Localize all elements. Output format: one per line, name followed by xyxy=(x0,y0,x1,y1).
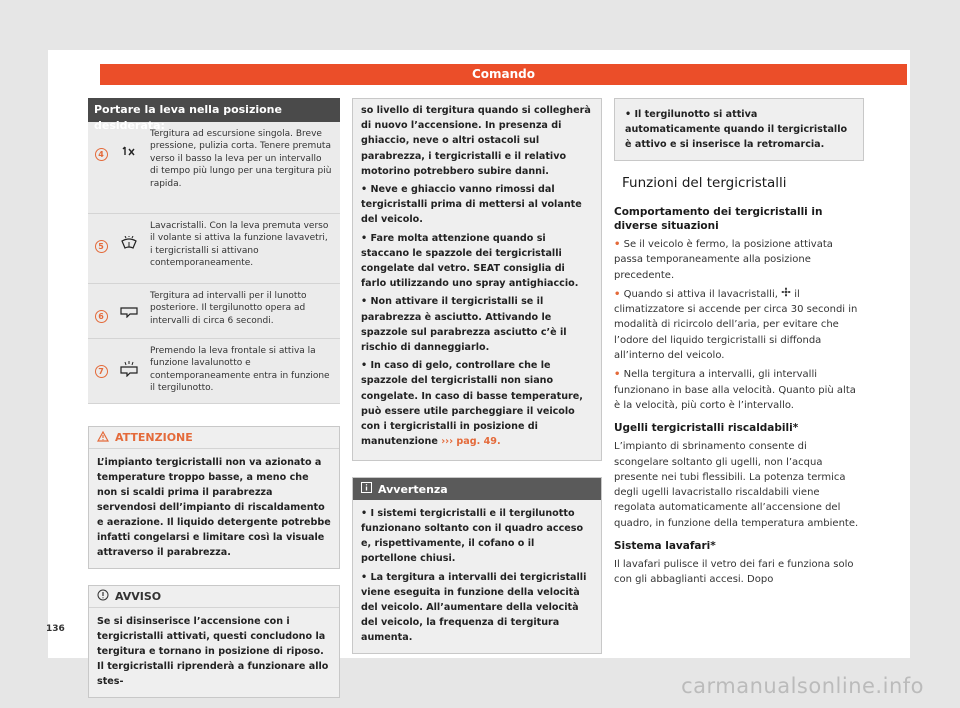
info-square-icon xyxy=(361,482,372,496)
bullet-item: • Fare molta attenzione quando si staccano le spazzole dei tergicristalli congelate dal vetro. SEAT consiglia di farlo utilizzando uno spray antighiaccio. xyxy=(361,232,579,290)
section-header: Comando xyxy=(100,64,907,85)
section-title: Funzioni del tergicristalli xyxy=(622,175,787,191)
callout-number: 7 xyxy=(95,365,108,378)
notice-box xyxy=(88,585,340,698)
tip-box xyxy=(352,477,602,654)
row-description: Tergitura ad intervalli per il lunotto posteriore. Il tergilunotto opera ad intervalli di circa 6 secondi. xyxy=(150,291,307,326)
table-row xyxy=(88,122,340,214)
notice-text: Se si disinserisce l’accensione con i tergicristalli attivati, questi concludono la tergitura e tornano in posizione di riposo. Il tergicristalli riprenderà a funzionare allo stes- xyxy=(97,616,329,687)
bullet-item: • I sistemi tergicristalli e il tergilunotto funzionano soltanto con il quadro acceso e, rispettivamente, il cofano o il portellone chiusi. xyxy=(361,508,584,565)
rear-wiper-icon xyxy=(114,284,144,338)
warning-box xyxy=(88,426,340,569)
subsection-heading: Sistema lavafari* xyxy=(614,540,716,553)
warning-title: ATTENZIONE xyxy=(115,431,193,444)
bullet-item: • Se il veicolo è fermo, la posizione attivata passa temporaneamente alla posizione precedente. xyxy=(614,239,833,281)
tip-continuation-box: • Il tergilunotto si attiva automaticamente quando il tergicristallo è attivo e si inserisce la retromarcia. xyxy=(614,98,864,161)
table-row xyxy=(88,339,340,404)
column-left xyxy=(88,98,340,698)
paragraph: L’impianto di sbrinamento consente di scongelare soltanto gli ugelli, non l’acqua presente nei tubi flessibili. La potenza termica degli ugelli lavacristallo riscaldabili viene regolata automaticamente all’accensione del quadro, in funzione della temperatura ambiente. xyxy=(614,441,859,529)
info-circle-icon xyxy=(97,589,109,604)
paragraph: Il lavafari pulisce il vetro dei fari e funziona solo con gli abbaglianti accesi. Dopo xyxy=(614,559,854,586)
subsection-heading: Comportamento dei tergicristalli in diverse situazioni xyxy=(614,206,823,232)
row-description: Lavacristalli. Con la leva premuta verso il volante si attiva la funzione lavavetri, i tergicristalli si attivano contemporaneamente. xyxy=(150,221,329,269)
warning-icon xyxy=(97,431,109,445)
subsection-heading: Ugelli tergicristalli riscaldabili* xyxy=(614,422,799,435)
notice-title: AVVISO xyxy=(115,590,162,603)
bullet-item: • Non attivare il tergicristalli se il parabrezza è asciutto. Attivando le spazzole sul parabrezza asciutto c’è il rischio di danneggiarlo. xyxy=(361,296,567,354)
column-right xyxy=(614,98,864,592)
callout-number: 4 xyxy=(95,148,108,161)
bullet-item: • Nella tergitura a intervalli, gli intervalli funzionano in base alla velocità. Quanto più alta è la velocità, più corto è l’intervallo. xyxy=(614,369,856,411)
row-description: Tergitura ad escursione singola. Breve pressione, pulizia corta. Tenere premuta verso il basso la leva per un intervallo di tempo più lungo per una tergitura più rapida. xyxy=(150,129,332,189)
warning-text: L’impianto tergicristalli non va azionato a temperature troppo basse, a meno che non si scaldi prima il parabrezza servendosi dell’impianto di riscaldamento e aerazione. Il liquido detergente potrebbe infatti congelarsi e limitare così la visuale attraverso il parabrezza. xyxy=(97,457,331,558)
bullet-item: • La tergitura a intervalli dei tergicristalli viene eseguita in funzione della velocità del veicolo. All’aumentare della velocità del veicolo, la frequenza di tergitura aumenta. xyxy=(361,572,587,644)
page-reference-link[interactable]: ››› pag. 49. xyxy=(441,436,501,448)
windscreen-washer-icon xyxy=(114,214,144,283)
page-number: 136 xyxy=(46,624,65,634)
watermark: carmanualsonline.info xyxy=(681,674,924,698)
tip-continuation-text: Il tergilunotto si attiva automaticamente quando il tergicristallo è attivo e si inserisce la retromarcia. xyxy=(625,109,848,150)
rear-washer-icon xyxy=(114,339,144,403)
bullet-item: • In caso di gelo, controllare che le spazzole del tergicristalli non siano congelate. In caso di basse temperature, può essere utile parcheggiare il veicolo con i tergicristalli in posizione di manutenzione ››› pag. 49. xyxy=(361,360,583,448)
bullet-item: • Neve e ghiaccio vanno rimossi dal tergicristalli prima di mettersi al volante del veicolo. xyxy=(361,184,582,226)
callout-number: 5 xyxy=(95,240,108,253)
column-middle xyxy=(352,98,602,654)
single-wipe-icon xyxy=(114,122,144,213)
notice-continuation-text: so livello di tergitura quando si collegherà di nuovo l’accensione. In presenza di ghiaccio, neve o altri ostacoli sul parabrezza, i tergicristalli e il relativo motorino potrebbero subire danni. xyxy=(361,105,591,177)
callout-number: 6 xyxy=(95,310,108,323)
notice-continuation-box xyxy=(352,98,602,461)
table-heading: Portare la leva nella posizione desiderata: xyxy=(88,98,340,122)
table-row xyxy=(88,284,340,339)
climate-fan-icon xyxy=(781,289,791,300)
bullet-item: • Quando si attiva il lavacristalli, il climatizzatore si accende per circa 30 secondi in modalità di ricircolo dell’aria, per evitare che l’odore del liquido tergicristalli si diffonda all’interno del veicolo. xyxy=(614,288,858,362)
table-row xyxy=(88,214,340,284)
row-description: Premendo la leva frontale si attiva la funzione lavalunotto e contemporaneamente entra in funzione il tergilunotto. xyxy=(150,346,330,394)
tip-title: Avvertenza xyxy=(378,482,448,496)
